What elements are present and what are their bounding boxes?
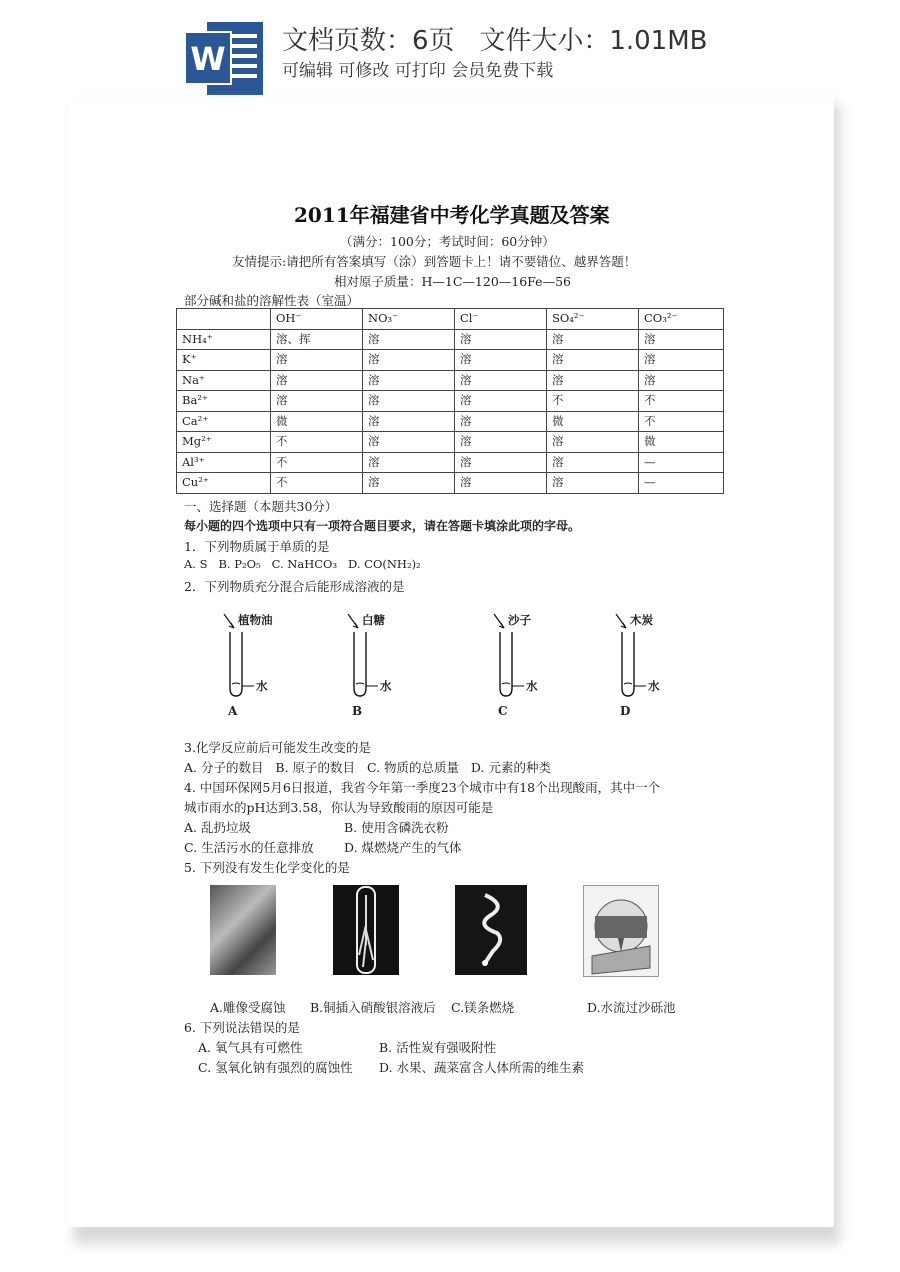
table-cell: 溶 — [363, 350, 455, 371]
table-cell: 溶 — [639, 370, 724, 391]
table-row — [177, 329, 724, 350]
table-cell: 溶 — [363, 452, 455, 473]
table-cell: 溶 — [271, 391, 363, 412]
q5-caption-a: A.雕像受腐蚀 — [210, 1000, 286, 1015]
question-4-option-c: C. 生活污水的任意排放 — [184, 840, 314, 855]
table-cell: 溶 — [639, 329, 724, 350]
test-tube — [492, 612, 562, 727]
water-label: 水 — [648, 679, 660, 693]
tube-label: 沙子 — [508, 613, 531, 627]
table-cell: 不 — [271, 473, 363, 494]
water-label: 水 — [380, 679, 392, 693]
table-cell: 不 — [639, 411, 724, 432]
table-cell: 溶 — [455, 391, 547, 412]
table-cell: Mg²⁺ — [177, 432, 271, 453]
table-cell: Cu²⁺ — [177, 473, 271, 494]
table-cell: 溶 — [363, 370, 455, 391]
svg-text:W: W — [190, 40, 226, 78]
table-cell: 溶 — [547, 329, 639, 350]
table-cell: 溶 — [547, 370, 639, 391]
table-cell: 溶 — [363, 391, 455, 412]
table-cell: 溶 — [455, 411, 547, 432]
table-cell: 溶 — [547, 452, 639, 473]
doc-meta-title: 文档页数：6页 文件大小：1.01MB — [282, 26, 708, 56]
table-row — [177, 411, 724, 432]
tube-label: 白糖 — [362, 613, 385, 627]
table-row — [177, 473, 724, 494]
table-cell: 微 — [547, 411, 639, 432]
water-label: 水 — [256, 679, 268, 693]
test-tube — [222, 612, 292, 727]
question-6-option-c: C. 氢氧化钠有强烈的腐蚀性 — [198, 1060, 353, 1075]
table-row — [177, 350, 724, 371]
table-header-cell: OH⁻ — [271, 309, 363, 330]
table-cell: 溶 — [455, 452, 547, 473]
table-header-cell: CO₃²⁻ — [639, 309, 724, 330]
question-4-line-1: 4. 中国环保网5月6日报道，我省今年第一季度23个城市中有18个出现酸雨，其中一个 — [184, 780, 661, 795]
section-choice-title: 一、选择题（本题共30分） — [184, 499, 338, 514]
table-cell: 溶、挥 — [271, 329, 363, 350]
option-letter: A — [228, 704, 238, 718]
question-3: 3.化学反应前后可能发生改变的是 — [184, 740, 371, 755]
test-tube — [346, 612, 416, 727]
table-cell: Ba²⁺ — [177, 391, 271, 412]
atomic-mass-line: 相对原子质量：H—1C—120—16Fe—56 — [334, 274, 571, 289]
doc-title: 2011年福建省中考化学真题及答案 — [294, 203, 610, 227]
table-cell: 不 — [547, 391, 639, 412]
sand-filter-photo — [583, 885, 659, 977]
question-5: 5. 下列没有发生化学变化的是 — [184, 860, 350, 875]
table-cell: 溶 — [363, 473, 455, 494]
question-4-line-2: 城市雨水的pH达到3.58，你认为导致酸雨的原因可能是 — [184, 800, 494, 815]
copper-silver-photo — [333, 885, 399, 975]
statue-photo — [210, 885, 276, 975]
table-caption: 部分碱和盐的溶解性表（室温） — [184, 293, 360, 308]
option-letter: C — [498, 704, 508, 718]
question-6: 6. 下列说法错误的是 — [184, 1020, 300, 1035]
table-cell: 溶 — [271, 350, 363, 371]
question-1: 1．下列物质属于单质的是 — [184, 539, 330, 554]
table-header-cell: Cl⁻ — [455, 309, 547, 330]
tube-label: 植物油 — [238, 613, 273, 627]
doc-meta-features: 可编辑 可修改 可打印 会员免费下载 — [282, 61, 554, 81]
word-icon — [185, 20, 265, 97]
table-cell: 微 — [639, 432, 724, 453]
q5-caption-d: D.水流过沙砾池 — [587, 1000, 676, 1015]
exam-meta: （满分：100分；考试时间：60分钟） — [340, 234, 555, 249]
question-6-option-d: D. 水果、蔬菜富含人体所需的维生素 — [379, 1060, 585, 1075]
table-cell: 溶 — [547, 473, 639, 494]
table-cell: — — [639, 452, 724, 473]
table-cell: 溶 — [455, 350, 547, 371]
table-cell: Ca²⁺ — [177, 411, 271, 432]
q5-caption-c: C.镁条燃烧 — [451, 1000, 515, 1015]
table-row — [177, 370, 724, 391]
table-cell: 不 — [271, 432, 363, 453]
table-cell: K⁺ — [177, 350, 271, 371]
question-4-option-a: A. 乱扔垃圾 — [184, 820, 251, 835]
table-header-cell — [177, 309, 271, 330]
option-letter: B — [352, 704, 363, 718]
table-cell: 溶 — [271, 370, 363, 391]
table-row — [177, 432, 724, 453]
tube-label: 木炭 — [630, 613, 653, 627]
table-cell: 不 — [271, 452, 363, 473]
friendly-tip: 友情提示:请把所有答案填写（涂）到答题卡上！请不要错位、越界答题！ — [232, 254, 637, 269]
question-1-options: A. S B. P₂O₅ C. NaHCO₃ D. CO(NH₂)₂ — [184, 557, 421, 571]
table-cell: Al³⁺ — [177, 452, 271, 473]
test-tube — [614, 612, 684, 727]
question-4-option-d: D. 煤燃烧产生的气体 — [344, 840, 462, 855]
question-3-options: A. 分子的数目 B. 原子的数目 C. 物质的总质量 D. 元素的种类 — [184, 760, 551, 775]
document-page — [68, 97, 834, 1227]
table-cell: 溶 — [455, 432, 547, 453]
download-banner — [0, 0, 900, 100]
table-header-row — [177, 309, 724, 330]
table-cell: — — [639, 473, 724, 494]
table-cell: 微 — [271, 411, 363, 432]
table-cell: Na⁺ — [177, 370, 271, 391]
table-row — [177, 452, 724, 473]
table-cell: 溶 — [455, 370, 547, 391]
table-header-cell: NO₃⁻ — [363, 309, 455, 330]
solubility-table — [176, 308, 724, 494]
magnesium-burning-photo — [455, 885, 527, 975]
table-cell: 溶 — [363, 432, 455, 453]
table-cell: 不 — [639, 391, 724, 412]
table-cell: 溶 — [363, 411, 455, 432]
table-header-cell: SO₄²⁻ — [547, 309, 639, 330]
question-4-option-b: B. 使用含磷洗衣粉 — [344, 820, 449, 835]
table-cell: NH₄⁺ — [177, 329, 271, 350]
table-cell: 溶 — [547, 432, 639, 453]
question-6-option-a: A. 氧气具有可燃性 — [198, 1040, 303, 1055]
q5-caption-b: B.铜插入硝酸银溶液后 — [310, 1000, 436, 1015]
table-cell: 溶 — [455, 329, 547, 350]
table-cell: 溶 — [363, 329, 455, 350]
question-6-option-b: B. 活性炭有强吸附性 — [379, 1040, 497, 1055]
water-label: 水 — [526, 679, 538, 693]
choice-instruction: 每小题的四个选项中只有一项符合题目要求，请在答题卡填涂此项的字母。 — [184, 519, 581, 533]
option-letter: D — [620, 704, 631, 718]
question-2: 2．下列物质充分混合后能形成溶液的是 — [184, 579, 405, 594]
table-cell: 溶 — [547, 350, 639, 371]
table-cell: 溶 — [639, 350, 724, 371]
table-row — [177, 391, 724, 412]
table-cell: 溶 — [455, 473, 547, 494]
